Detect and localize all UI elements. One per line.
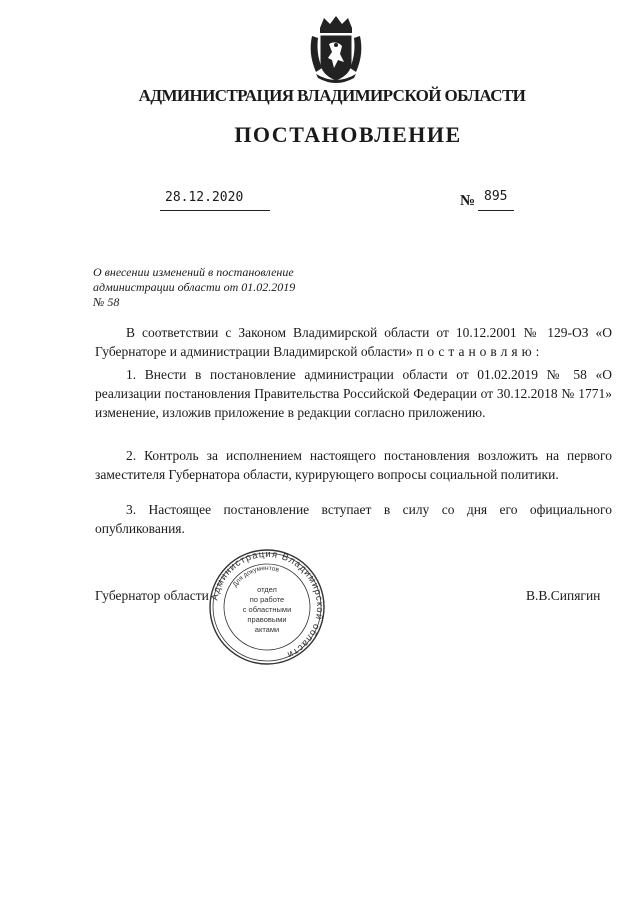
stamp-center-line: с областными	[242, 605, 292, 614]
document-number: 895	[484, 189, 508, 204]
subject-line: администрации области от 01.02.2019	[93, 280, 296, 294]
intro-paragraph	[95, 323, 612, 361]
stamp-inner-text: Для документов	[231, 564, 280, 589]
subject-line: О внесении изменений в постановление	[93, 265, 294, 279]
paragraph-2: 2. Контроль за исполнением настоящего постановления возложить на первого заместителя Губернатора области, курирующего вопросы социальной политики.	[95, 448, 612, 482]
paragraph-3: 3. Настоящее постановление вступает в силу со дня его официального опубликования.	[95, 502, 612, 536]
stamp-center-line: по работе	[249, 595, 285, 604]
paragraph-1: 1. Внести в постановление администрации области от 01.02.2019 № 58 «О реализации постановления Правительства Российской Федерации от 30.12.2018 № 1771» изменение, изложив приложение в редакции согласно приложению.	[95, 367, 612, 420]
document-type-title: ПОСТАНОВЛЕНИЕ	[234, 122, 462, 147]
coat-of-arms-icon	[306, 14, 366, 84]
organization-title: АДМИНИСТРАЦИЯ ВЛАДИМИРСКОЙ ОБЛАСТИ	[138, 86, 526, 105]
number-label: №	[460, 193, 476, 209]
intro-text: В соответствии с Законом Владимирской области от 10.12.2001 № 129-ОЗ «О Губернаторе и администрации Владимирской области»	[95, 325, 612, 359]
date-underline	[160, 210, 270, 211]
stamp-outer-text: Администрация Владимирской области	[209, 548, 326, 661]
document-subject	[93, 265, 333, 310]
intro-verb: постановляю:	[416, 344, 544, 359]
signer-title: Губернатор области	[95, 588, 209, 603]
number-underline	[478, 210, 514, 211]
stamp-center-line: актами	[254, 625, 280, 634]
stamp-center-line: отдел	[257, 585, 277, 594]
stamp-center-line: правовыми	[247, 615, 287, 624]
official-stamp	[208, 548, 326, 666]
signer-name: В.В.Сипягин	[526, 588, 601, 603]
subject-line: № 58	[93, 295, 120, 309]
document-date: 28.12.2020	[165, 190, 244, 205]
